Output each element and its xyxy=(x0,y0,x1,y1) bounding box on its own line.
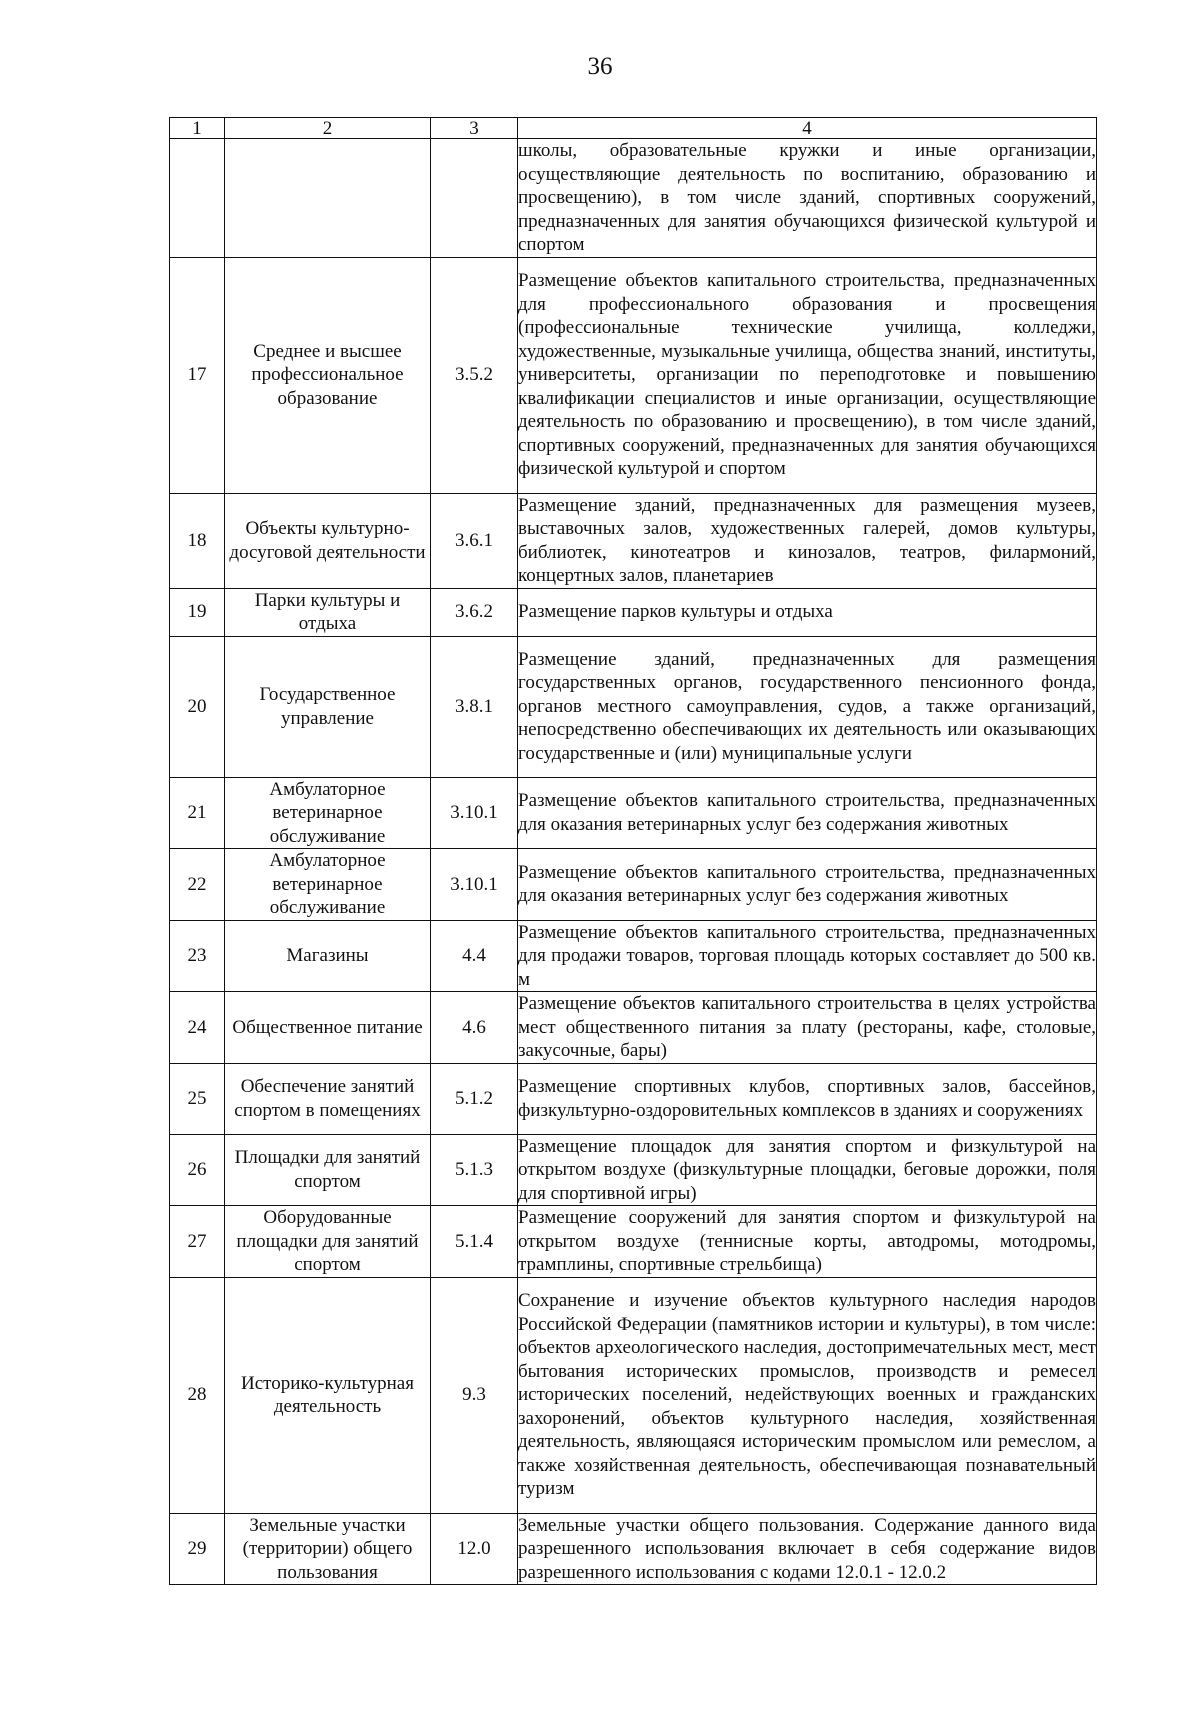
row-number: 19 xyxy=(170,588,225,636)
use-name: Амбулаторное ветеринарное обслуживание xyxy=(225,849,431,921)
use-description: Сохранение и изучение объектов культурного наследия народов Российской Федерации (памятников истории и культуры), в том числе: объектов археологического наследия, достопримечательных мест, мест бытования исторических промыслов, производств и ремесел исторических поселений, недействующих военных и гражданских захоронений, объектов культурного наследия, хозяйственная деятельность, являющаяся историческим промыслом или ремеслом, а также хозяйственная деятельность, обеспечивающая познавательный туризм xyxy=(518,1277,1097,1513)
row-number: 24 xyxy=(170,992,225,1064)
use-code: 5.1.2 xyxy=(431,1063,518,1134)
use-name: Амбулаторное ветеринарное обслуживание xyxy=(225,777,431,849)
use-description: Размещение площадок для занятия спортом и физкультурой на открытом воздухе (физкультурные площадки, беговые дорожки, поля для спортивной игры) xyxy=(518,1135,1096,1204)
use-code: 3.10.1 xyxy=(431,777,518,849)
table-row xyxy=(170,1134,1097,1206)
use-description: Размещение объектов капитального строительства, предназначенных для оказания ветеринарных услуг без содержания животных xyxy=(518,849,1097,921)
use-name xyxy=(225,139,431,258)
use-name: Магазины xyxy=(225,920,431,992)
use-code: 3.6.2 xyxy=(431,588,518,636)
table-header-row xyxy=(170,118,1097,139)
use-name: Обеспечение занятий спортом в помещениях xyxy=(225,1063,431,1134)
use-code xyxy=(431,139,518,258)
use-name: Общественное питание xyxy=(225,992,431,1064)
use-description: Размещение зданий, предназначенных для размещения музеев, выставочных залов, художественных галерей, домов культуры, библиотек, кинотеатров и кинозалов, театров, филармоний, концертных залов, планетариев xyxy=(518,494,1096,586)
use-code: 3.5.2 xyxy=(431,257,518,493)
table-row xyxy=(170,1206,1097,1278)
use-code: 4.6 xyxy=(431,992,518,1064)
use-description: Земельные участки общего пользования. Содержание данного вида разрешенного использования включает в себя содержание видов разрешенного использования с кодами 12.0.1 - 12.0.2 xyxy=(518,1514,1096,1583)
table-row xyxy=(170,777,1097,849)
table-row xyxy=(170,588,1097,636)
table-row xyxy=(170,1513,1097,1585)
use-code: 3.6.1 xyxy=(431,493,518,588)
use-code: 4.4 xyxy=(431,920,518,992)
use-description: Размещение объектов капитального строительства, предназначенных для профессионального образования и просвещения (профессиональные технические училища, колледжи, художественные, музыкальные училища, общества знаний, институты, университеты, организации по переподготовке и повышению квалификации специалистов и иные организации, осуществляющие деятельность по образованию и просвещению), в том числе зданий, спортивных сооружений, предназначенных для занятия обучающихся физической культурой и спортом xyxy=(518,257,1097,493)
use-name: Земельные участки (территории) общего пользования xyxy=(225,1513,431,1585)
use-code: 3.10.1 xyxy=(431,849,518,921)
table-row xyxy=(170,257,1097,493)
table-row xyxy=(170,636,1097,777)
table-row xyxy=(170,493,1097,588)
column-header-2: 2 xyxy=(225,118,431,139)
use-description: Размещение спортивных клубов, спортивных залов, бассейнов, физкультурно-оздоровительных комплексов в зданиях и сооружениях xyxy=(518,1063,1097,1134)
column-header-4: 4 xyxy=(518,118,1097,139)
row-number: 28 xyxy=(170,1277,225,1513)
table-row xyxy=(170,849,1097,921)
row-number: 23 xyxy=(170,920,225,992)
row-number: 21 xyxy=(170,777,225,849)
use-description: Размещение парков культуры и отдыха xyxy=(518,588,1097,636)
use-description: Размещение объектов капитального строительства в целях устройства мест общественного питания за плату (рестораны, кафе, столовые, закусочные, бары) xyxy=(518,993,1096,1061)
use-description: Размещение сооружений для занятия спортом и физкультурой на открытом воздухе (теннисные корты, автодромы, мотодромы, трамплины, спортивные стрельбища) xyxy=(518,1207,1096,1275)
use-code: 5.1.3 xyxy=(431,1134,518,1206)
use-name: Среднее и высшее профессиональное образование xyxy=(225,257,431,493)
row-number: 26 xyxy=(170,1134,225,1206)
row-number: 18 xyxy=(170,493,225,588)
row-number: 27 xyxy=(170,1206,225,1278)
use-code: 9.3 xyxy=(431,1277,518,1513)
table-row xyxy=(170,992,1097,1064)
row-number: 20 xyxy=(170,636,225,777)
row-number: 17 xyxy=(170,257,225,493)
use-description: Размещение зданий, предназначенных для размещения государственных органов, государственного пенсионного фонда, органов местного самоуправления, судов, а также организаций, непосредственно обеспечивающих их деятельность или оказывающих государственные и (или) муниципальные услуги xyxy=(518,636,1097,777)
column-header-1: 1 xyxy=(170,118,225,139)
table-row xyxy=(170,920,1097,992)
row-number: 29 xyxy=(170,1513,225,1585)
use-code: 3.8.1 xyxy=(431,636,518,777)
use-name: Площадки для занятий спортом xyxy=(225,1134,431,1206)
table-row xyxy=(170,1063,1097,1134)
row-number: 25 xyxy=(170,1063,225,1134)
use-name: Историко-культурная деятельность xyxy=(225,1277,431,1513)
column-header-3: 3 xyxy=(431,118,518,139)
use-description: Размещение объектов капитального строительства, предназначенных для продажи товаров, торговая площадь которых составляет до 500 кв. м xyxy=(518,921,1096,990)
table-row xyxy=(170,1277,1097,1513)
use-code: 12.0 xyxy=(431,1513,518,1585)
use-description: Размещение объектов капитального строительства, предназначенных для оказания ветеринарных услуг без содержания животных xyxy=(518,777,1097,849)
page-number: 36 xyxy=(587,53,613,80)
use-name: Оборудованные площадки для занятий спортом xyxy=(225,1206,431,1278)
use-description: школы, образовательные кружки и иные организации, осуществляющие деятельность по воспитанию, образованию и просвещению), в том числе зданий, спортивных сооружений, предназначенных для занятия обучающихся физической культурой и спортом xyxy=(518,140,1096,255)
use-name: Парки культуры и отдыха xyxy=(225,588,431,636)
permitted-use-table xyxy=(169,117,1097,1585)
use-name: Государственное управление xyxy=(225,636,431,777)
use-name: Объекты культурно-досуговой деятельности xyxy=(225,493,431,588)
use-code: 5.1.4 xyxy=(431,1206,518,1278)
row-number: 22 xyxy=(170,849,225,921)
row-number xyxy=(170,139,225,258)
table-row xyxy=(170,139,1097,258)
